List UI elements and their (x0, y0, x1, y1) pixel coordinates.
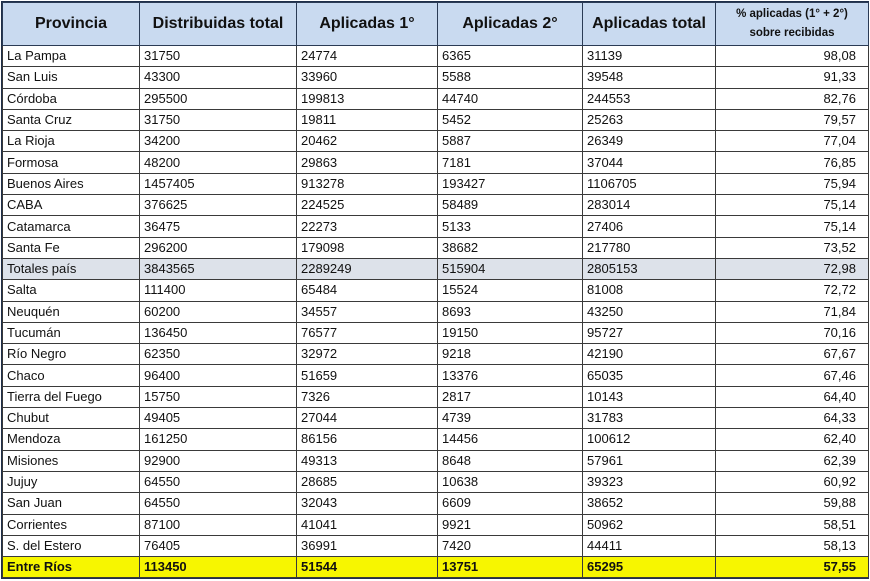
cell-provincia: Tucumán (3, 322, 140, 343)
vaccination-table-container (1, 1, 869, 579)
table-row (3, 365, 869, 386)
cell-aplicadas-total: 50962 (583, 514, 716, 535)
cell-aplicadas-1: 199813 (297, 88, 438, 109)
table-row (3, 493, 869, 514)
cell-aplicadas-2: 6365 (438, 46, 583, 67)
table-row (3, 322, 869, 343)
table-row (3, 535, 869, 556)
table-row (3, 344, 869, 365)
header-porcentaje-line2: sobre recibidas (749, 27, 835, 39)
cell-aplicadas-total: 81008 (583, 280, 716, 301)
cell-provincia: Tierra del Fuego (3, 386, 140, 407)
cell-aplicadas-1: 41041 (297, 514, 438, 535)
cell-aplicadas-2: 8648 (438, 450, 583, 471)
cell-provincia: Santa Fe (3, 237, 140, 258)
cell-aplicadas-2: 15524 (438, 280, 583, 301)
cell-provincia: S. del Estero (3, 535, 140, 556)
cell-porcentaje: 72,98 (716, 258, 869, 279)
cell-provincia: Córdoba (3, 88, 140, 109)
cell-distribuidas-total: 64550 (140, 493, 297, 514)
cell-porcentaje: 79,57 (716, 109, 869, 130)
cell-aplicadas-2: 10638 (438, 471, 583, 492)
cell-aplicadas-2: 4739 (438, 408, 583, 429)
table-row (3, 429, 869, 450)
cell-aplicadas-total: 2805153 (583, 258, 716, 279)
cell-aplicadas-total: 43250 (583, 301, 716, 322)
cell-porcentaje: 57,55 (716, 557, 869, 578)
cell-aplicadas-1: 27044 (297, 408, 438, 429)
cell-porcentaje: 60,92 (716, 471, 869, 492)
cell-porcentaje: 75,94 (716, 173, 869, 194)
cell-aplicadas-total: 39323 (583, 471, 716, 492)
header-distribuidas-total: Distribuidas total (140, 3, 297, 46)
cell-distribuidas-total: 136450 (140, 322, 297, 343)
cell-distribuidas-total: 34200 (140, 131, 297, 152)
cell-porcentaje: 98,08 (716, 46, 869, 67)
cell-provincia: Neuquén (3, 301, 140, 322)
cell-provincia: La Pampa (3, 46, 140, 67)
cell-aplicadas-2: 193427 (438, 173, 583, 194)
cell-porcentaje: 77,04 (716, 131, 869, 152)
table-row (3, 46, 869, 67)
cell-aplicadas-1: 22273 (297, 216, 438, 237)
cell-aplicadas-2: 8693 (438, 301, 583, 322)
cell-aplicadas-total: 1106705 (583, 173, 716, 194)
cell-aplicadas-2: 5887 (438, 131, 583, 152)
cell-aplicadas-total: 26349 (583, 131, 716, 152)
cell-aplicadas-2: 13376 (438, 365, 583, 386)
table-row (3, 408, 869, 429)
cell-distribuidas-total: 376625 (140, 195, 297, 216)
cell-provincia: Mendoza (3, 429, 140, 450)
vaccination-table (2, 2, 869, 578)
cell-distribuidas-total: 111400 (140, 280, 297, 301)
cell-distribuidas-total: 49405 (140, 408, 297, 429)
cell-aplicadas-2: 6609 (438, 493, 583, 514)
cell-aplicadas-1: 19811 (297, 109, 438, 130)
table-row (3, 514, 869, 535)
cell-porcentaje: 67,67 (716, 344, 869, 365)
cell-aplicadas-total: 27406 (583, 216, 716, 237)
cell-porcentaje: 62,40 (716, 429, 869, 450)
cell-provincia: Chaco (3, 365, 140, 386)
cell-aplicadas-2: 9921 (438, 514, 583, 535)
table-row (3, 557, 869, 578)
cell-provincia: San Luis (3, 67, 140, 88)
cell-distribuidas-total: 31750 (140, 46, 297, 67)
cell-porcentaje: 71,84 (716, 301, 869, 322)
table-body (3, 46, 869, 578)
table-row (3, 237, 869, 258)
cell-aplicadas-1: 2289249 (297, 258, 438, 279)
cell-porcentaje: 75,14 (716, 216, 869, 237)
cell-distribuidas-total: 76405 (140, 535, 297, 556)
cell-aplicadas-1: 32043 (297, 493, 438, 514)
table-row (3, 67, 869, 88)
cell-aplicadas-2: 2817 (438, 386, 583, 407)
cell-distribuidas-total: 3843565 (140, 258, 297, 279)
cell-porcentaje: 67,46 (716, 365, 869, 386)
cell-aplicadas-1: 24774 (297, 46, 438, 67)
cell-provincia: La Rioja (3, 131, 140, 152)
cell-provincia: Misiones (3, 450, 140, 471)
cell-provincia: Santa Cruz (3, 109, 140, 130)
cell-aplicadas-total: 57961 (583, 450, 716, 471)
cell-aplicadas-total: 100612 (583, 429, 716, 450)
cell-aplicadas-total: 44411 (583, 535, 716, 556)
table-row (3, 386, 869, 407)
cell-aplicadas-1: 65484 (297, 280, 438, 301)
header-aplicadas-2: Aplicadas 2° (438, 3, 583, 46)
cell-aplicadas-2: 7181 (438, 152, 583, 173)
cell-aplicadas-2: 9218 (438, 344, 583, 365)
cell-distribuidas-total: 31750 (140, 109, 297, 130)
cell-aplicadas-1: 76577 (297, 322, 438, 343)
cell-aplicadas-1: 34557 (297, 301, 438, 322)
cell-aplicadas-total: 65035 (583, 365, 716, 386)
cell-aplicadas-total: 31783 (583, 408, 716, 429)
header-provincia: Provincia (3, 3, 140, 46)
cell-aplicadas-total: 25263 (583, 109, 716, 130)
cell-aplicadas-1: 86156 (297, 429, 438, 450)
cell-aplicadas-1: 49313 (297, 450, 438, 471)
cell-porcentaje: 75,14 (716, 195, 869, 216)
cell-aplicadas-2: 13751 (438, 557, 583, 578)
cell-provincia: Formosa (3, 152, 140, 173)
table-row (3, 280, 869, 301)
cell-provincia: Totales país (3, 258, 140, 279)
cell-distribuidas-total: 64550 (140, 471, 297, 492)
cell-provincia: Entre Ríos (3, 557, 140, 578)
cell-aplicadas-total: 39548 (583, 67, 716, 88)
cell-aplicadas-1: 51544 (297, 557, 438, 578)
cell-porcentaje: 73,52 (716, 237, 869, 258)
cell-aplicadas-total: 38652 (583, 493, 716, 514)
table-row (3, 258, 869, 279)
cell-aplicadas-1: 913278 (297, 173, 438, 194)
cell-provincia: Catamarca (3, 216, 140, 237)
table-row (3, 152, 869, 173)
header-aplicadas-1: Aplicadas 1° (297, 3, 438, 46)
cell-aplicadas-2: 7420 (438, 535, 583, 556)
cell-provincia: Corrientes (3, 514, 140, 535)
cell-porcentaje: 82,76 (716, 88, 869, 109)
cell-provincia: San Juan (3, 493, 140, 514)
cell-aplicadas-1: 32972 (297, 344, 438, 365)
cell-aplicadas-1: 36991 (297, 535, 438, 556)
cell-aplicadas-total: 217780 (583, 237, 716, 258)
cell-distribuidas-total: 62350 (140, 344, 297, 365)
cell-distribuidas-total: 43300 (140, 67, 297, 88)
cell-porcentaje: 58,51 (716, 514, 869, 535)
cell-provincia: CABA (3, 195, 140, 216)
cell-porcentaje: 64,40 (716, 386, 869, 407)
cell-distribuidas-total: 161250 (140, 429, 297, 450)
table-row (3, 131, 869, 152)
cell-aplicadas-total: 42190 (583, 344, 716, 365)
table-row (3, 88, 869, 109)
cell-distribuidas-total: 15750 (140, 386, 297, 407)
cell-aplicadas-total: 95727 (583, 322, 716, 343)
table-row (3, 301, 869, 322)
cell-porcentaje: 70,16 (716, 322, 869, 343)
cell-distribuidas-total: 296200 (140, 237, 297, 258)
cell-aplicadas-2: 5588 (438, 67, 583, 88)
cell-distribuidas-total: 60200 (140, 301, 297, 322)
table-row (3, 173, 869, 194)
cell-aplicadas-1: 224525 (297, 195, 438, 216)
cell-porcentaje: 72,72 (716, 280, 869, 301)
cell-aplicadas-total: 31139 (583, 46, 716, 67)
header-porcentaje-aplicadas (716, 3, 869, 46)
cell-aplicadas-2: 14456 (438, 429, 583, 450)
cell-aplicadas-1: 29863 (297, 152, 438, 173)
cell-aplicadas-total: 244553 (583, 88, 716, 109)
cell-distribuidas-total: 36475 (140, 216, 297, 237)
cell-porcentaje: 59,88 (716, 493, 869, 514)
cell-aplicadas-total: 37044 (583, 152, 716, 173)
cell-aplicadas-1: 33960 (297, 67, 438, 88)
cell-aplicadas-2: 44740 (438, 88, 583, 109)
cell-aplicadas-total: 283014 (583, 195, 716, 216)
cell-provincia: Chubut (3, 408, 140, 429)
cell-porcentaje: 91,33 (716, 67, 869, 88)
header-aplicadas-total: Aplicadas total (583, 3, 716, 46)
cell-aplicadas-1: 7326 (297, 386, 438, 407)
cell-aplicadas-1: 51659 (297, 365, 438, 386)
header-row (3, 3, 869, 46)
cell-porcentaje: 64,33 (716, 408, 869, 429)
table-header (3, 3, 869, 46)
cell-distribuidas-total: 92900 (140, 450, 297, 471)
cell-provincia: Río Negro (3, 344, 140, 365)
cell-aplicadas-1: 179098 (297, 237, 438, 258)
cell-aplicadas-2: 19150 (438, 322, 583, 343)
cell-distribuidas-total: 1457405 (140, 173, 297, 194)
cell-aplicadas-total: 65295 (583, 557, 716, 578)
cell-aplicadas-total: 10143 (583, 386, 716, 407)
header-porcentaje-line1: % aplicadas (1° + 2°) (736, 8, 848, 20)
cell-aplicadas-1: 20462 (297, 131, 438, 152)
cell-aplicadas-2: 58489 (438, 195, 583, 216)
cell-aplicadas-2: 5133 (438, 216, 583, 237)
table-row (3, 471, 869, 492)
cell-provincia: Salta (3, 280, 140, 301)
cell-provincia: Buenos Aires (3, 173, 140, 194)
cell-porcentaje: 58,13 (716, 535, 869, 556)
cell-aplicadas-2: 515904 (438, 258, 583, 279)
cell-porcentaje: 76,85 (716, 152, 869, 173)
cell-porcentaje: 62,39 (716, 450, 869, 471)
cell-distribuidas-total: 295500 (140, 88, 297, 109)
table-row (3, 450, 869, 471)
cell-aplicadas-2: 5452 (438, 109, 583, 130)
table-row (3, 109, 869, 130)
cell-provincia: Jujuy (3, 471, 140, 492)
table-row (3, 216, 869, 237)
cell-distribuidas-total: 113450 (140, 557, 297, 578)
table-row (3, 195, 869, 216)
cell-distribuidas-total: 96400 (140, 365, 297, 386)
cell-distribuidas-total: 87100 (140, 514, 297, 535)
cell-distribuidas-total: 48200 (140, 152, 297, 173)
cell-aplicadas-1: 28685 (297, 471, 438, 492)
cell-aplicadas-2: 38682 (438, 237, 583, 258)
